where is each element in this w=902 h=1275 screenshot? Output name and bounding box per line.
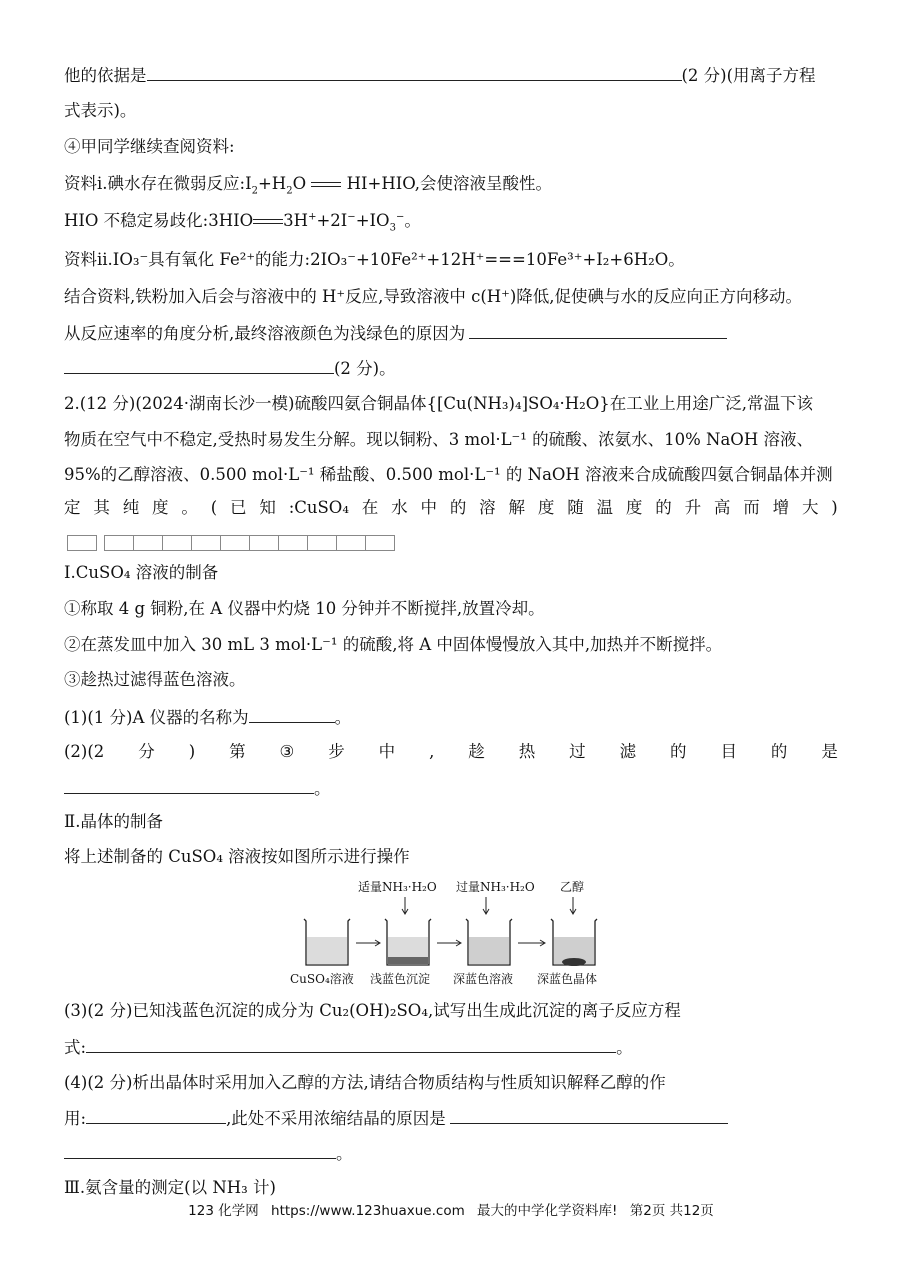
procedure-diagram xyxy=(290,877,620,989)
precipitate-fill xyxy=(388,957,428,964)
page-footer xyxy=(0,1199,902,1219)
section-heading: Ⅱ.晶体的制备 xyxy=(64,812,163,831)
text-line: 物质在空气中不稳定,受热时易发生分解。现以铜粉、3 mol·L⁻¹ 的硫酸、浓氨水、10% NaOH 溶液、 xyxy=(64,430,813,449)
answer-line: 式: 。 xyxy=(64,1038,633,1057)
score-note: (2 分)。 xyxy=(334,359,396,378)
digit-cell xyxy=(162,535,192,551)
question-2: (2)(2 分 ) 第 ③ 步 中 , 趁 热 过 滤 的 目 的 是 xyxy=(64,742,838,761)
digit-cell xyxy=(365,535,395,551)
answer-line xyxy=(64,357,396,380)
answer-line: 用: ,此处不采用浓缩结晶的原因是 xyxy=(64,1107,728,1130)
footer-slogan: 最大的中学化学资料库! xyxy=(477,1203,618,1219)
text-line-justified: 定 其 纯 度 。 ( 已 知 :CuSO₄ 在 水 中 的 溶 解 度 随 温 度 的 升 高 而 增 大 ) xyxy=(64,498,838,517)
beaker-label: CuSO₄溶液 xyxy=(290,972,354,986)
digit-cell xyxy=(104,535,134,551)
answer-line: 。 xyxy=(64,777,331,800)
crystal-fill xyxy=(562,958,586,966)
digit-cell xyxy=(336,535,366,551)
answer-blank[interactable] xyxy=(147,64,682,81)
reaction-text: HI+HIO,会使溶液呈酸性。 xyxy=(346,174,553,193)
digit-cell xyxy=(278,535,308,551)
section-heading: Ⅰ.CuSO₄ 溶液的制备 xyxy=(64,563,219,582)
prompt-text: (1)(1 分)A 仪器的名称为 xyxy=(64,708,249,727)
text-line: 式表示)。 xyxy=(64,101,137,120)
digit-ruler xyxy=(64,535,395,551)
answer-blank[interactable] xyxy=(86,1036,616,1053)
digit-cell xyxy=(191,535,221,551)
solution-fill xyxy=(469,937,509,964)
answer-blank[interactable] xyxy=(469,322,727,339)
reaction-text: 3H xyxy=(283,211,309,230)
text-line: 将上述制备的 CuSO₄ 溶液按如图所示进行操作 xyxy=(64,847,410,866)
digit-cell xyxy=(249,535,279,551)
answer-blank[interactable] xyxy=(249,706,335,723)
digit-cell xyxy=(133,535,163,551)
reagent-label: 过量NH₃·H₂O xyxy=(456,880,535,894)
equilibrium-arrow-icon xyxy=(311,180,341,190)
answer-line: 。 xyxy=(64,1142,353,1165)
question-1: (1)(1 分)A 仪器的名称为 。 xyxy=(64,708,352,727)
answer-blank[interactable] xyxy=(450,1107,728,1124)
reaction-text: HIO 不稳定易歧化:3HIO xyxy=(64,211,254,230)
answer-line xyxy=(64,322,727,345)
reagent-label: 乙醇 xyxy=(560,880,585,894)
text-line: ①称取 4 g 铜粉,在 A 仪器中灼烧 10 分钟并不断搅拌,放置冷却。 xyxy=(64,599,545,618)
solution-fill xyxy=(307,937,347,964)
answer-blank[interactable] xyxy=(86,1107,226,1124)
beaker-label: 深蓝色晶体 xyxy=(537,972,598,986)
question-4: (4)(2 分)析出晶体时采用加入乙醇的方法,请结合物质结构与性质知识解释乙醇的作 xyxy=(64,1073,666,1092)
section-heading: Ⅲ.氨含量的测定(以 NH₃ 计) xyxy=(64,1178,276,1197)
beaker-label: 浅蓝色沉淀 xyxy=(370,972,431,986)
digit-cell xyxy=(67,535,97,551)
score-note: (2 分)(用离子方程 xyxy=(681,66,816,85)
answer-blank[interactable] xyxy=(64,777,314,794)
footer-page-number: 第2页 共12页 xyxy=(629,1203,714,1219)
reaction-text: +IO xyxy=(355,211,390,230)
reaction-line: HIO 不稳定易歧化:3HIO $3H^++2I^-+IO_3^-$。 xyxy=(64,211,421,234)
footer-url[interactable]: https://www.123huaxue.com xyxy=(271,1203,465,1219)
equilibrium-arrow-icon xyxy=(253,217,283,227)
beaker-label: 深蓝色溶液 xyxy=(453,972,514,986)
text-line: 结合资料,铁粉加入后会与溶液中的 H⁺反应,导致溶液中 c(H⁺)降低,促使碘与水的反应向正方向移动。 xyxy=(64,287,803,306)
footer-site: 123 化学网 xyxy=(188,1203,259,1219)
answer-blank[interactable] xyxy=(64,357,334,374)
answer-line-basis xyxy=(64,64,816,87)
digit-cell xyxy=(307,535,337,551)
question-2-stem: 2.(12 分)(2024·湖南长沙一模)硫酸四氨合铜晶体{[Cu(NH₃)₄]SO₄·H₂O}在工业上用途广泛,常温下该 xyxy=(64,394,813,413)
digit-cell xyxy=(220,535,250,551)
reaction-text: 资料ⅰ.碘水存在微弱反应:I xyxy=(64,174,252,193)
text-line: 资料ⅱ.IO₃⁻具有氧化 Fe²⁺的能力:2IO₃⁻+10Fe²⁺+12H⁺===10Fe³⁺+I₂+6H₂O。 xyxy=(64,250,685,269)
reaction-text: +2I xyxy=(316,211,348,230)
reagent-label: 适量NH₃·H₂O xyxy=(358,880,437,894)
text-line: ③趁热过滤得蓝色溶液。 xyxy=(64,670,246,689)
text-line: 95%的乙醇溶液、0.500 mol·L⁻¹ 稀盐酸、0.500 mol·L⁻¹ 的 NaOH 溶液来合成硫酸四氨合铜晶体并测 xyxy=(64,465,833,484)
text-line: ④甲同学继续查阅资料: xyxy=(64,137,235,156)
prompt-text: 从反应速率的角度分析,最终溶液颜色为浅绿色的原因为 xyxy=(64,324,466,343)
reaction-line: 资料ⅰ.碘水存在微弱反应$:I_2+H_2O$ HI+HIO,会使溶液呈酸性。 xyxy=(64,174,553,197)
question-3: (3)(2 分)已知浅蓝色沉淀的成分为 Cu₂(OH)₂SO₄,试写出生成此沉淀的离子反应方程 xyxy=(64,1001,681,1020)
answer-blank[interactable] xyxy=(64,1142,336,1159)
prompt-text: 他的依据是 xyxy=(64,66,147,85)
text-line: ②在蒸发皿中加入 30 mL 3 mol·L⁻¹ 的硫酸,将 A 中固体慢慢放入其中,加热并不断搅拌。 xyxy=(64,635,723,654)
